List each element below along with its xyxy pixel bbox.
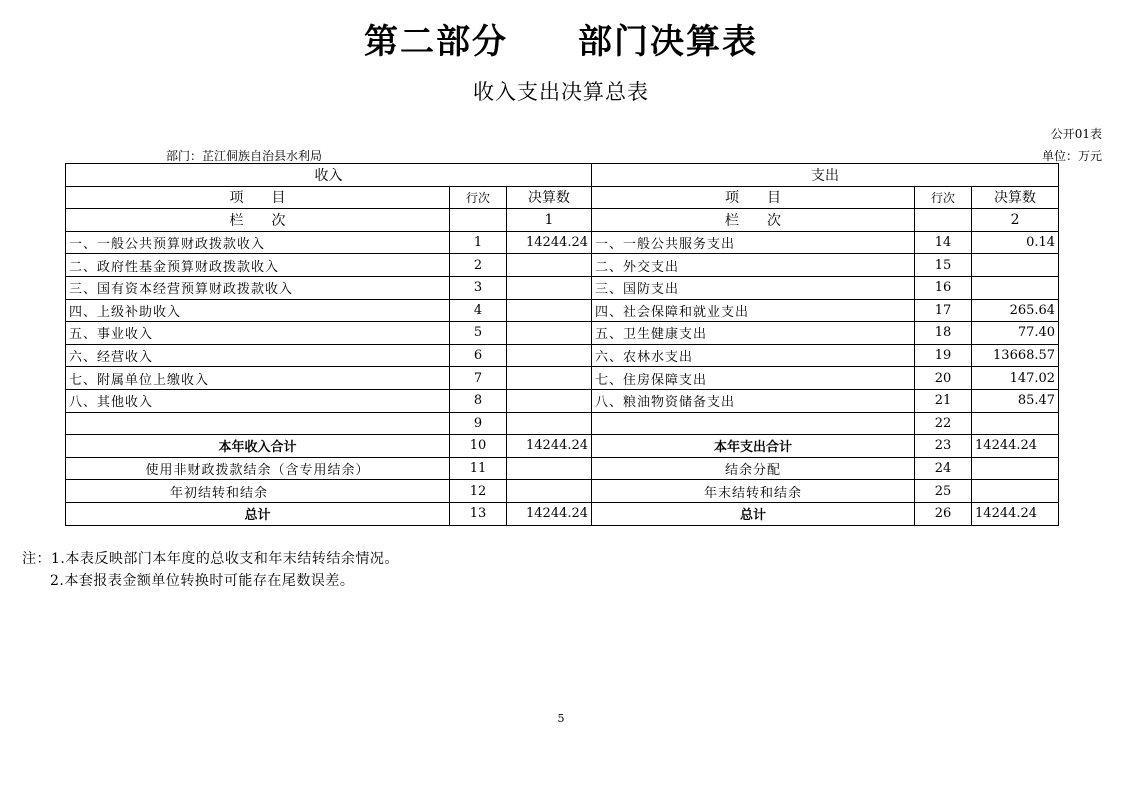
expense-lanci-blank [915, 209, 972, 232]
unit-label: 单位：万元 [1041, 149, 1102, 163]
income-amount [507, 367, 592, 390]
income-amount [507, 299, 592, 322]
expense-item: 二、外交支出 [592, 254, 915, 277]
income-item: 二、政府性基金预算财政拨款收入 [66, 254, 450, 277]
income-row-no: 5 [450, 322, 507, 345]
expense-amount: 14244.24 [972, 435, 1059, 458]
expense-amount [972, 457, 1059, 480]
expense-section-header: 支出 [592, 164, 1059, 187]
expense-summary-item: 结余分配 [592, 457, 915, 480]
income-summary-item: 本年收入合计 [66, 435, 450, 458]
income-item: 七、附属单位上缴收入 [66, 367, 450, 390]
notes [22, 548, 399, 592]
expense-row-no: 26 [915, 502, 972, 525]
income-item: 八、其他收入 [66, 389, 450, 412]
summary-row [66, 480, 1059, 503]
expense-item: 三、国防支出 [592, 276, 915, 299]
income-row-no: 13 [450, 502, 507, 525]
income-row-no: 11 [450, 457, 507, 480]
income-row-no: 6 [450, 344, 507, 367]
expense-amount: 147.02 [972, 367, 1059, 390]
income-amount [507, 389, 592, 412]
column-number-row [66, 209, 1059, 232]
expense-col-number: 2 [972, 209, 1059, 232]
income-item: 四、上级补助收入 [66, 299, 450, 322]
expense-item: 五、卫生健康支出 [592, 322, 915, 345]
expense-amount: 85.47 [972, 389, 1059, 412]
expense-item: 六、农林水支出 [592, 344, 915, 367]
note-line-2: 2.本套报表金额单位转换时可能存在尾数误差。 [50, 573, 355, 589]
income-summary-item: 年初结转和结余 [66, 480, 450, 503]
expense-lanci-label: 栏 次 [592, 209, 915, 232]
expense-item [592, 412, 915, 435]
table-row [66, 322, 1059, 345]
expense-row-no: 19 [915, 344, 972, 367]
table-row [66, 276, 1059, 299]
summary-row [66, 457, 1059, 480]
expense-amount [972, 276, 1059, 299]
expense-summary-item: 总计 [592, 502, 915, 525]
page-title [0, 14, 1122, 63]
budget-table [65, 163, 1059, 526]
table-row [66, 367, 1059, 390]
income-row-no: 9 [450, 412, 507, 435]
income-amount [507, 412, 592, 435]
table-row [66, 299, 1059, 322]
expense-row-no: 23 [915, 435, 972, 458]
expense-amount [972, 254, 1059, 277]
title-part: 第二部分 [364, 22, 508, 62]
income-summary-item: 总计 [66, 502, 450, 525]
expense-row-no: 16 [915, 276, 972, 299]
summary-row [66, 502, 1059, 525]
income-item-header: 项 目 [66, 186, 450, 209]
income-amount [507, 254, 592, 277]
expense-row-no: 18 [915, 322, 972, 345]
income-section-header: 收入 [66, 164, 592, 187]
income-lanci-blank [450, 209, 507, 232]
expense-row-no: 14 [915, 231, 972, 254]
section-header-row [66, 164, 1059, 187]
expense-row-no: 24 [915, 457, 972, 480]
expense-amount: 0.14 [972, 231, 1059, 254]
expense-row-no: 22 [915, 412, 972, 435]
expense-item: 四、社会保障和就业支出 [592, 299, 915, 322]
expense-row-no: 15 [915, 254, 972, 277]
expense-amount: 13668.57 [972, 344, 1059, 367]
income-amount: 14244.24 [507, 502, 592, 525]
income-amount [507, 344, 592, 367]
expense-row-no: 17 [915, 299, 972, 322]
income-row-no-header: 行次 [450, 186, 507, 209]
income-amount: 14244.24 [507, 435, 592, 458]
expense-row-no: 20 [915, 367, 972, 390]
expense-row-no: 25 [915, 480, 972, 503]
expense-summary-item: 年末结转和结余 [592, 480, 915, 503]
table-row [66, 254, 1059, 277]
income-amount [507, 480, 592, 503]
expense-amount-header: 决算数 [972, 186, 1059, 209]
income-col-number: 1 [507, 209, 592, 232]
income-row-no: 8 [450, 389, 507, 412]
income-item: 六、经营收入 [66, 344, 450, 367]
table-row [66, 231, 1059, 254]
expense-amount: 77.40 [972, 322, 1059, 345]
column-header-row [66, 186, 1059, 209]
income-amount: 14244.24 [507, 231, 592, 254]
title-name: 部门决算表 [578, 22, 758, 62]
income-row-no: 12 [450, 480, 507, 503]
income-row-no: 4 [450, 299, 507, 322]
income-row-no: 3 [450, 276, 507, 299]
table-row [66, 344, 1059, 367]
expense-item: 八、粮油物资储备支出 [592, 389, 915, 412]
expense-item: 一、一般公共服务支出 [592, 231, 915, 254]
income-item [66, 412, 450, 435]
income-amount-header: 决算数 [507, 186, 592, 209]
expense-amount: 14244.24 [972, 502, 1059, 525]
table-row [66, 389, 1059, 412]
income-lanci-label: 栏 次 [66, 209, 450, 232]
expense-summary-item: 本年支出合计 [592, 435, 915, 458]
income-row-no: 2 [450, 254, 507, 277]
expense-item-header: 项 目 [592, 186, 915, 209]
income-amount [507, 276, 592, 299]
page-number: 5 [557, 712, 565, 725]
income-row-no: 10 [450, 435, 507, 458]
expense-row-no-header: 行次 [915, 186, 972, 209]
income-item: 一、一般公共预算财政拨款收入 [66, 231, 450, 254]
income-amount [507, 322, 592, 345]
expense-amount [972, 412, 1059, 435]
summary-row [66, 435, 1059, 458]
form-number: 公开01表 [1050, 127, 1102, 141]
income-row-no: 1 [450, 231, 507, 254]
table-row [66, 412, 1059, 435]
income-item: 五、事业收入 [66, 322, 450, 345]
expense-row-no: 21 [915, 389, 972, 412]
expense-amount [972, 480, 1059, 503]
income-item: 三、国有资本经营预算财政拨款收入 [66, 276, 450, 299]
expense-amount: 265.64 [972, 299, 1059, 322]
table-title: 收入支出决算总表 [473, 80, 649, 104]
income-amount [507, 457, 592, 480]
expense-item: 七、住房保障支出 [592, 367, 915, 390]
income-row-no: 7 [450, 367, 507, 390]
income-summary-item: 使用非财政拨款结余（含专用结余） [66, 457, 450, 480]
note-line-1: 注：1.本表反映部门本年度的总收支和年末结转结余情况。 [22, 551, 399, 567]
department-label: 部门：芷江侗族自治县水利局 [166, 149, 323, 163]
